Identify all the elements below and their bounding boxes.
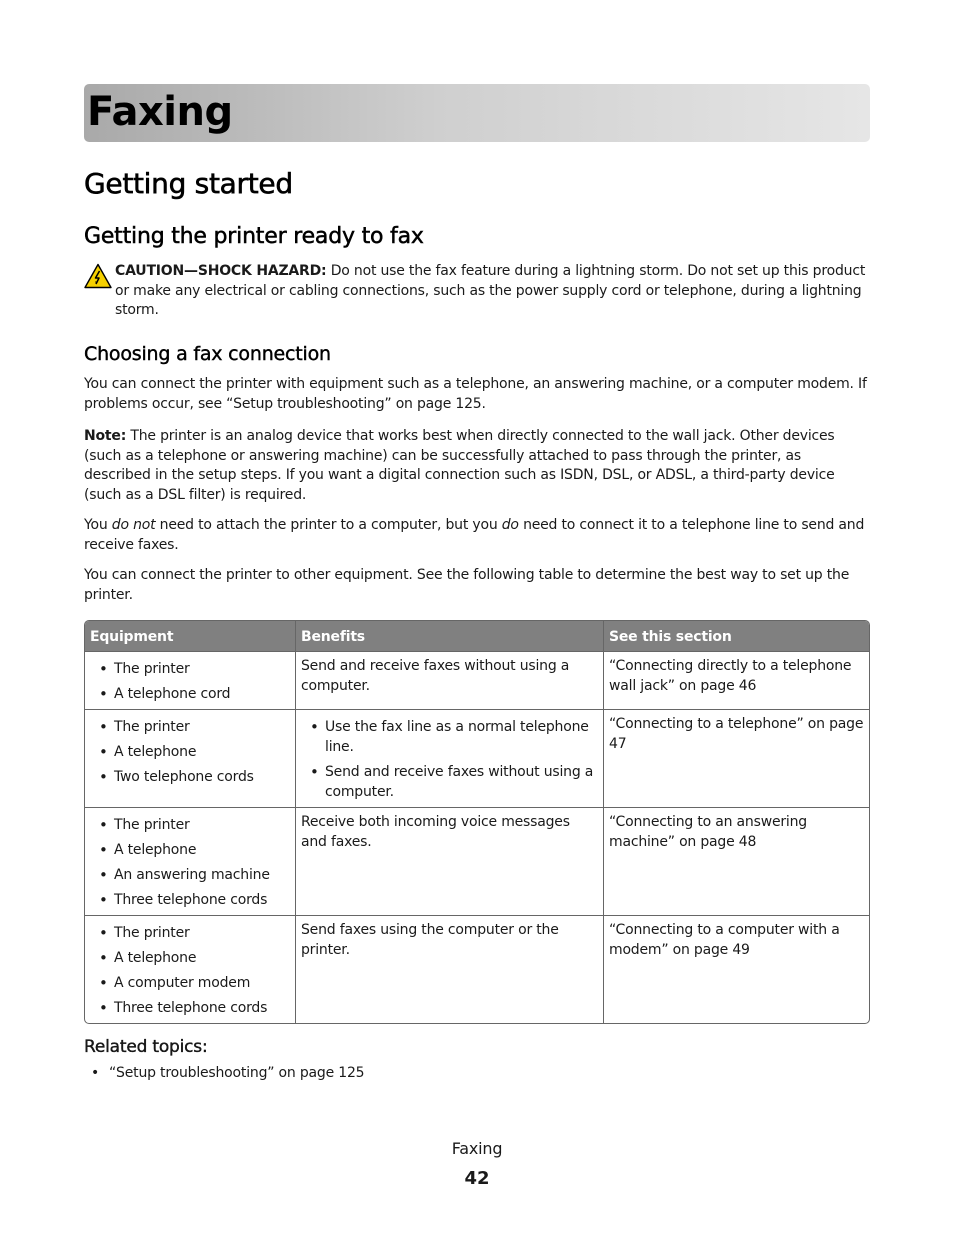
chapter-banner bbox=[84, 84, 870, 142]
equipment-cell bbox=[85, 807, 295, 915]
connection-paragraph bbox=[84, 516, 870, 555]
note-paragraph bbox=[84, 427, 870, 506]
list-item: • Three telephone cords bbox=[90, 890, 290, 910]
table-row bbox=[85, 915, 869, 1023]
table-row bbox=[85, 651, 869, 709]
caution-label: CAUTION—SHOCK HAZARD: bbox=[115, 263, 327, 279]
equipment-list bbox=[90, 815, 290, 910]
topic-title: Choosing a fax connection bbox=[84, 343, 331, 365]
list-item: • The printer bbox=[90, 659, 290, 679]
footer-section-name: Faxing bbox=[451, 1139, 503, 1158]
table-header-row bbox=[85, 621, 869, 651]
subsection-title: Getting the printer ready to fax bbox=[84, 224, 424, 249]
benefit-cell: Receive both incoming voice messages and faxes. bbox=[295, 807, 603, 915]
list-item: • A computer modem bbox=[90, 973, 290, 993]
benefit-list bbox=[301, 717, 598, 802]
caution-body: Do not use the fax feature during a lightning storm. Do not set up this product or make any electrical or cabling connections, such as the power supply cord or telephone, during a lightning storm. bbox=[115, 263, 866, 319]
list-item: • The printer bbox=[90, 717, 290, 737]
table-row bbox=[85, 807, 869, 915]
benefit-cell bbox=[295, 709, 603, 807]
equipment-list bbox=[90, 717, 290, 787]
header-benefits: Benefits bbox=[295, 621, 603, 651]
benefit-cell: Send and receive faxes without using a computer. bbox=[295, 651, 603, 709]
table-row bbox=[85, 709, 869, 807]
list-item: • The printer bbox=[90, 923, 290, 943]
intro-paragraph: You can connect the printer with equipment such as a telephone, an answering machine, or a computer modem. If problems occur, see “Setup troubleshooting” on page 125. bbox=[84, 376, 867, 412]
note-text: The printer is an analog device that works best when directly connected to the wall jack. Other devices (such as a telephone or answering machine) can be successfully attached to pass through the printer, as described in the setup steps. If you want a digital connection such as ISDN, DSL, or ADSL, a third-party device (such as a DSL filter) is required. bbox=[84, 428, 835, 504]
equipment-cell bbox=[85, 915, 295, 1023]
caution-text bbox=[115, 262, 870, 321]
header-equipment: Equipment bbox=[85, 621, 295, 651]
equipment-cell bbox=[85, 651, 295, 709]
list-item: • Send and receive faxes without using a computer. bbox=[301, 762, 598, 802]
section-ref-cell: “Connecting to a computer with a modem” on page 49 bbox=[603, 915, 869, 1023]
list-item: • An answering machine bbox=[90, 865, 290, 885]
equipment-cell bbox=[85, 709, 295, 807]
text-run: need to attach the printer to a computer, but you bbox=[155, 517, 502, 533]
list-item: • The printer bbox=[90, 815, 290, 835]
related-topics-list bbox=[84, 1063, 364, 1083]
equipment-list bbox=[90, 659, 290, 704]
list-item: • A telephone bbox=[90, 742, 290, 762]
text-run: You bbox=[84, 517, 112, 533]
fax-connection-table bbox=[84, 620, 870, 1024]
list-item: • A telephone bbox=[90, 948, 290, 968]
emphasis-do-not: do not bbox=[111, 517, 156, 533]
section-ref-cell: “Connecting to a telephone” on page 47 bbox=[603, 709, 869, 807]
page-number: 42 bbox=[464, 1168, 490, 1189]
warning-triangle-icon bbox=[84, 263, 112, 289]
list-item: • Use the fax line as a normal telephone line. bbox=[301, 717, 598, 757]
header-see-section: See this section bbox=[603, 621, 869, 651]
chapter-title: Faxing bbox=[87, 89, 233, 135]
list-item: • Three telephone cords bbox=[90, 998, 290, 1018]
section-ref-cell: “Connecting directly to a telephone wall jack” on page 46 bbox=[603, 651, 869, 709]
list-item: • A telephone cord bbox=[90, 684, 290, 704]
emphasis-do: do bbox=[501, 517, 519, 533]
equipment-list bbox=[90, 923, 290, 1018]
note-label: Note: bbox=[84, 428, 127, 444]
table-intro-paragraph: You can connect the printer to other equipment. See the following table to determine the best way to set up the printer. bbox=[84, 567, 850, 603]
list-item: • Two telephone cords bbox=[90, 767, 290, 787]
section-title: Getting started bbox=[84, 167, 293, 200]
related-topic-link[interactable]: • “Setup troubleshooting” on page 125 bbox=[84, 1063, 364, 1083]
text-run: need to connect it to a telephone line to send and receive faxes. bbox=[84, 517, 865, 553]
related-topics-title: Related topics: bbox=[84, 1037, 208, 1057]
list-item: • A telephone bbox=[90, 840, 290, 860]
section-ref-cell: “Connecting to an answering machine” on page 48 bbox=[603, 807, 869, 915]
benefit-cell: Send faxes using the computer or the printer. bbox=[295, 915, 603, 1023]
